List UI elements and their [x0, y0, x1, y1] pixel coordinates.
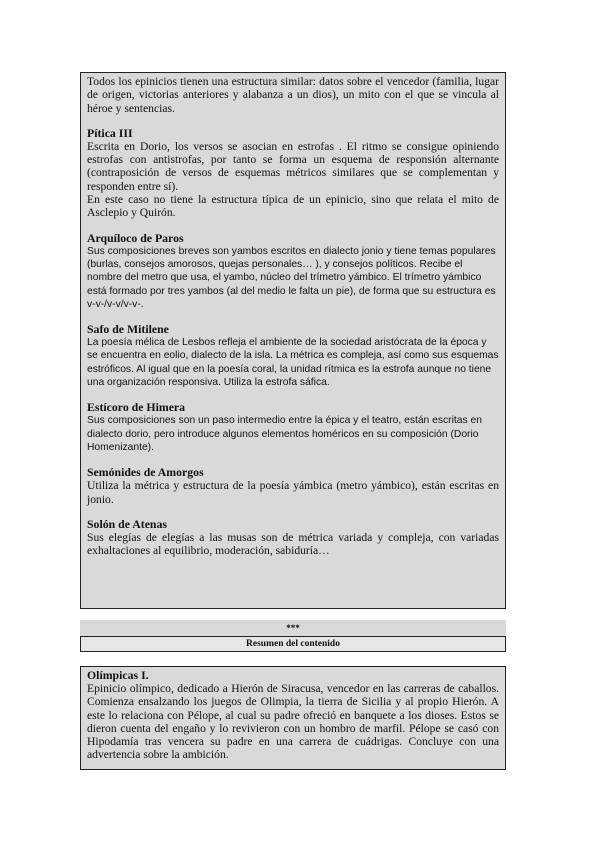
section-heading: Solón de Atenas	[87, 516, 167, 531]
section-semonides	[87, 466, 499, 506]
section-solon	[87, 518, 499, 558]
summary-header: Resumen del contenido	[80, 636, 506, 652]
section-heading: Safo de Mitilene	[87, 322, 169, 337]
summary-heading: Olímpicas I.	[87, 668, 149, 682]
section-arquiloco	[87, 232, 499, 311]
intro-paragraph: Todos los epinicios tienen una estructura similar: datos sobre el vencedor (familia, lugar de origen, victorias anteriores y alabanza a un dios), un mito con el que se vincula al héroe y sentencias.	[87, 75, 499, 115]
summary-box	[80, 666, 506, 770]
section-text: En este caso no tiene la estructura típica de un epinicio, sino que relata el mito de Asclepio y Quirón.	[87, 193, 499, 220]
section-text: Sus elegías de elegías a las musas son de métrica variada y compleja, con variadas exhaltaciones al equilibrio, moderación, sabiduría…	[87, 530, 499, 558]
section-text: Escrita en Dorio, los versos se asocian en estrofas . El ritmo se consigue opiniendo estrofas con antistrofas, por tanto se forma un esquema de responsión alternante (contraposición de versos de esquemas métricos similares que se complementan y responden entre sí).	[87, 139, 499, 193]
section-text: Sus composiciones breves son yambos escritos en dialecto jonio y tiene temas populares (burlas, consejos amorosos, quejas personales… ), y consejos políticos. Recibe el nombre del metro que usa, el yambo, núcleo del trímetro yámbico. El trímetro yámbico está formado por tres yambos (al del medio le falta un pie), de forma que su estructura es v-v-/v-v/v-v-.	[87, 245, 496, 310]
section-text: La poesía mélica de Lesbos refleja el ambiente de la sociedad aristócrata de la época y se encuentra en eolio, dialecto de la isla. La métrica es compleja, así como sus esquemas estróficos. Al igual que en la poesía coral, la unidad rítmica es la estrofa aunque no tiene una organización responsiva. Utiliza la estrofa sáfica.	[87, 337, 499, 389]
section-heading: Pítica III	[87, 125, 133, 140]
separator-stars: ***	[80, 620, 506, 636]
section-heading: Semónides de Amorgos	[87, 465, 204, 480]
section-safo	[87, 323, 499, 389]
section-text: Utiliza la métrica y estructura de la poesía yámbica (metro yámbico), están escritas en jonio.	[87, 479, 499, 506]
section-text: Sus composiciones son un paso intermedio entre la épica y el teatro, están escritas en dialecto dorio, pero introduce algunos elementos homéricos en su composición (Dorio Homenizante).	[87, 415, 482, 453]
section-pitica	[87, 127, 499, 220]
section-heading: Estícoro de Himera	[87, 400, 186, 415]
section-heading: Arquíloco de Paros	[87, 230, 184, 245]
section-estesicoro	[87, 401, 499, 454]
summary-text: Epinicio olímpico, dedicado a Hierón de Siracusa, vencedor en las carreras de caballos. Comienza ensalzando los juegos de Olimpia, la tierra de Sicilia y al propio Hierón. A este lo relaciona con Pélope, al cual su padre ofreció en banquete a los dioses. Estos se dieron cuenta del engaño y lo revivieron con un hombro de marfil. Pélope se casó con Hipodamía tras vencera su padre en una carrera de cuádrigas. Concluye con una advertencia sobre la ambición.	[87, 682, 499, 762]
content-box	[80, 72, 506, 609]
